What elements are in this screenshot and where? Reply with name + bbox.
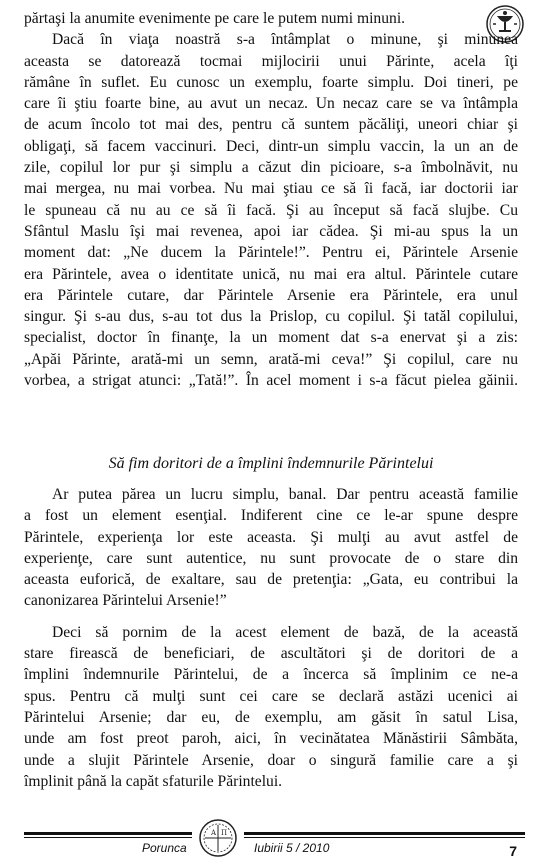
svg-text:A: A: [211, 829, 217, 837]
round-seal-icon: [192, 818, 244, 858]
footer-rule-thick: [24, 832, 525, 835]
paragraph-4-line: împlinit până la capăt sfaturile Părintelui.: [24, 772, 283, 790]
paragraph-2-line: vorbea, a strigat atunci: „Tată!”. În acel moment i s-a făcut pielea găinii.: [24, 372, 518, 390]
page-number: 7: [509, 843, 517, 859]
paragraph-3-line: a fost un element esenţial. Indiferent cine ce le-ar spune despre: [24, 507, 518, 525]
paragraph-3-line: canonizarea Părintelui Arsenie!”: [24, 592, 227, 610]
paragraph-2-line: le spuneau că nu au ce să îi facă. Şi au început să facă slujbe. Cu: [24, 201, 518, 219]
paragraph-2-line: aceasta se datorează tocmai mijlocirii unui Părinte, acela îţi: [24, 52, 518, 70]
paragraph-4-line: unde am fost preot paroh, aici, în vecinătatea Mănăstirii Sâmbăta,: [24, 730, 518, 748]
paragraph-2-line: rămâne în suflet. Eu cunosc un exemplu, foarte simplu. Doi tineri, pe: [24, 73, 518, 91]
paragraph-2-line: zile, copilul lor pur şi simplu a căzut din picioare, s-a îmbolnăvit, nu: [24, 159, 518, 177]
paragraph-2-line: „Apăi Părinte, arată-mi un semn, arată-mi ceva!” Şi copilul, care nu: [24, 350, 518, 368]
paragraph-2-line: mai mergea, nu mai vorbea. Nu mai ştiau ce să îi facă, iar doctorii iar: [24, 180, 518, 198]
paragraph-2-line: moment dat: „Ne ducem la Părintele!”. Pentru ei, Părintele Arsenie: [24, 244, 518, 262]
article-body-continued: [24, 484, 518, 792]
paragraph-2-line: obligaţi, să facem vaccinuri. Deci, dintr-un simplu vaccin, la un an de: [24, 137, 518, 155]
paragraph-4-line: spus. Pentru că mulţi sunt cei care se declară astăzi ucenici ai: [24, 687, 518, 705]
paragraph-1-line: părtaşi la anumite evenimente pe care le putem numi minuni.: [24, 10, 406, 27]
paragraph-2-line: era Părintele, avea o identitate unică, nu mai era altul. Părintele cutare: [24, 265, 518, 283]
paragraph-2-line: era Părintele cutare, dar Părintele Arsenie era Părintele, era unul: [24, 286, 518, 304]
paragraph-3-line: Ar putea părea un lucru simplu, banal. Dar pentru această familie: [52, 486, 518, 503]
magazine-title-right: Iubirii 5 / 2010: [254, 841, 330, 855]
paragraph-4-line: Părintelui Arsenie; dar eu, de exemplu, am găsit în satul Lisa,: [24, 708, 518, 726]
paragraph-2-line: specialist, doctor în finanţe, la un moment dat s-a enervat şi a zis:: [24, 329, 518, 347]
paragraph-2-line: singur. Şi s-au dus, s-au tot dus la Prislop, cu copilul. Şi tatăl copilului,: [24, 308, 518, 326]
article-body: [24, 8, 518, 391]
paragraph-2-line: Sfântul Maslu îşi mai revenea, apoi iar cădea. Şi mi-au spus la un: [24, 222, 518, 240]
paragraph-4-line: Deci să pornim de la acest element de bază, de la această: [52, 623, 518, 641]
magazine-title-left: Porunca: [142, 841, 187, 855]
paragraph-4-line: împlini îndemnurile Părintelui, de a încerca să împlinim ce ne-a: [24, 666, 518, 684]
paragraph-2-line: de acum încolo tot mai des, pentru că suntem păcăliţi, uneori chiar şi: [24, 116, 518, 134]
paragraph-3-line: Părintele, experienţa lor este aceasta. Şi mulţi au avut astfel de: [24, 528, 518, 546]
paragraph-3-line: aceasta euforică, de exaltare, sau de pretenţia: „Gata, eu contribui la: [24, 571, 518, 589]
svg-text:Π: Π: [221, 829, 228, 837]
paragraph-3-line: experienţe, care sunt autentice, nu sunt provocate de o stare din: [24, 549, 518, 567]
footer-rule-thin: [24, 837, 525, 838]
paragraph-4-line: stare firească de beneficiari, de ascultători şi de doritori de a: [24, 645, 518, 663]
paragraph-4-line: unde a slujit Părintele Arsenie, doar o singură familie care a şi: [24, 751, 518, 769]
paragraph-2-line: care îi ştiu foarte bine, au avut un necaz. Un necaz care se va întâmpla: [24, 95, 518, 113]
paragraph-2-line: Dacă în viaţa noastră s-a întâmplat o minune, şi minunea: [52, 31, 518, 49]
page-footer: [24, 818, 525, 862]
section-heading: Să fim doritori de a împlini îndemnurile Părintelui: [108, 455, 434, 472]
